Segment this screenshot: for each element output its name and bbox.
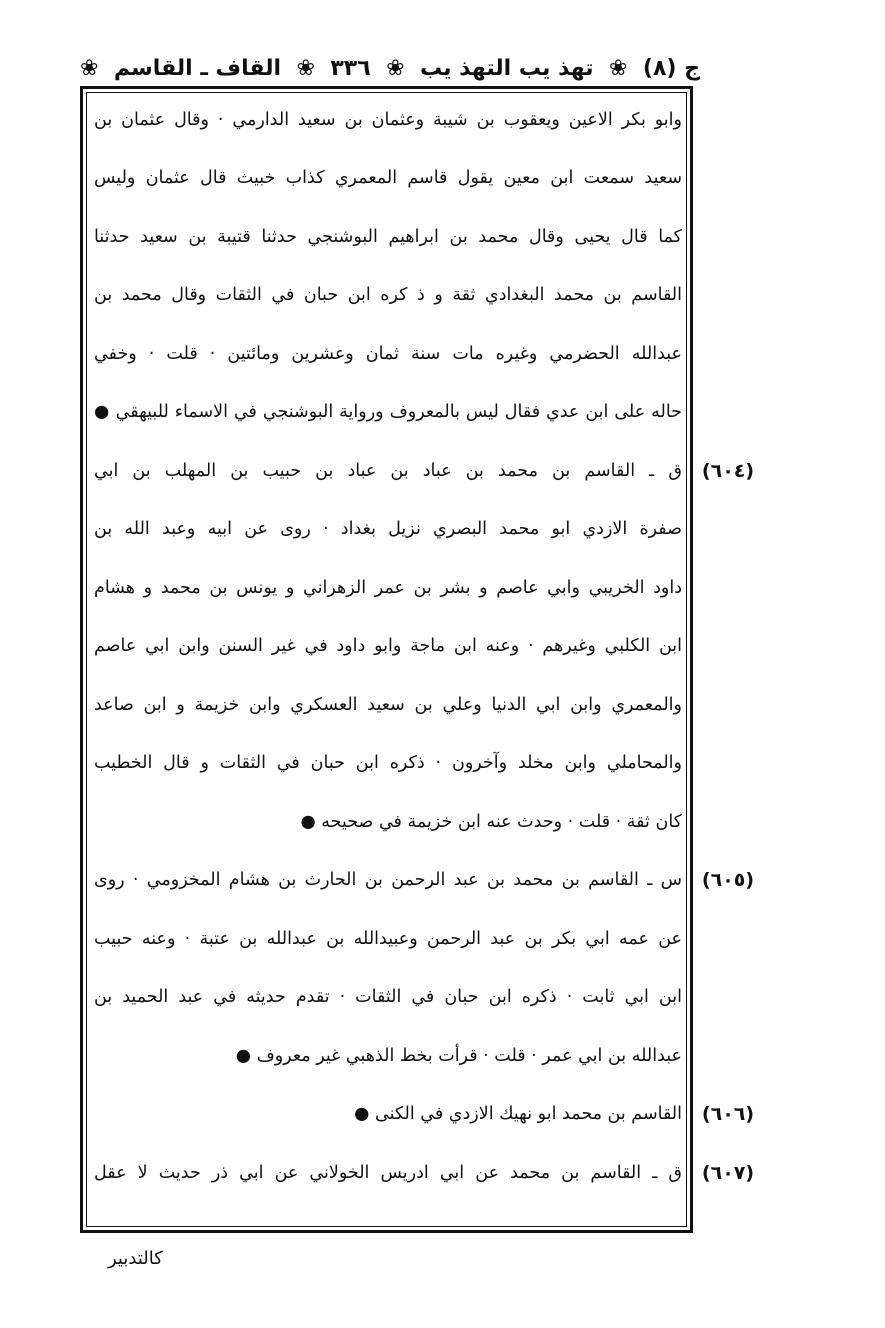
text-line: ابن الكلبي وغيرهم · وعنه ابن ماجة وابو داود في غير السنن وابن ابي عاصم	[94, 636, 682, 656]
entry-number: (٦٠٧)	[701, 1162, 755, 1184]
page-number: ٣٣٦	[330, 55, 371, 81]
entry-604-heading: ق ـ القاسم بن محمد بن عباد بن عباد بن حبيب بن المهلب بن ابي	[94, 461, 682, 481]
catchword: كالتدبير	[108, 1248, 163, 1269]
entry-607-heading: ق ـ القاسم بن محمد عن ابي ادريس الخولاني عن ابي ذر حديث لا عقل	[94, 1163, 682, 1183]
text-line: صفرة الازدي ابو محمد البصري نزيل بغداد · روى عن ابيه وعبد الله بن	[94, 519, 682, 539]
ornament-icon: ❀	[80, 55, 99, 81]
text-line: عبدالله الحضرمي وغيره مات سنة ثمان وعشرين ومائتين · قلت · وخفي	[94, 344, 682, 364]
text-line: والمحاملي وابن مخلد وآخرون · ذكره ابن حبان في الثقات و قال الخطيب	[94, 753, 682, 773]
text-line: عن عمه ابي بكر بن عبد الرحمن وعبيدالله بن عبدالله بن عتبة · وعنه حبيب	[94, 929, 682, 949]
ornament-icon: ❀	[386, 55, 405, 81]
entry-number: (٦٠٤)	[701, 460, 755, 482]
main-text	[94, 100, 682, 1220]
text-line: عبدالله بن ابي عمر · قلت · قرأت بخط الذهبي غير معروف ●	[235, 1046, 682, 1066]
text-line: سعيد سمعت ابن معين يقول قاسم المعمري كذاب خبيث قال عثمان وليس	[94, 168, 682, 188]
volume-label: ج (٨)	[642, 55, 700, 81]
text-line: ابن ابي ثابت · ذكره ابن حبان في الثقات · تقدم حديثه في عبد الحميد بن	[94, 987, 682, 1007]
text-line: كان ثقة · قلت · وحدث عنه ابن خزيمة في صحيحه ●	[300, 812, 682, 832]
text-line: القاسم بن محمد البغدادي ثقة و ذ كره ابن حبان في الثقات وقال محمد بن	[94, 285, 682, 305]
ornament-icon: ❀	[609, 55, 628, 81]
text-line: وابو بكر الاعين ويعقوب بن شيبة وعثمان بن سعيد الدارمي · وقال عثمان بن	[94, 110, 682, 130]
text-line: داود الخريبي وابي عاصم و بشر بن عمر الزهراني و يونس بن محمد و هشام	[94, 578, 682, 598]
entry-606-heading: القاسم بن محمد ابو نهيك الازدي في الكنى ●	[354, 1104, 682, 1124]
text-line: كما قال يحيى وقال محمد بن ابراهيم البوشنجي حدثنا قتيبة بن سعيد حدثنا	[94, 227, 682, 247]
entry-605-heading: س ـ القاسم بن محمد بن عبد الرحمن بن الحارث بن هشام المخزومي · روى	[94, 870, 682, 890]
entry-number: (٦٠٥)	[701, 869, 755, 891]
text-line: حاله على ابن عدي فقال ليس بالمعروف ورواية البوشنجي في الاسماء للبيهقي ●	[94, 402, 682, 422]
page-header	[80, 48, 700, 88]
ornament-icon: ❀	[296, 55, 315, 81]
text-line: والمعمري وابن ابي الدنيا وعلي بن سعيد العسكري وابن خزيمة و ابن صاعد	[94, 695, 682, 715]
section-title: القاف ـ القاسم	[113, 55, 281, 81]
entry-number: (٦٠٦)	[701, 1103, 755, 1125]
book-title: تهذ يب التهذ يب	[419, 55, 594, 81]
